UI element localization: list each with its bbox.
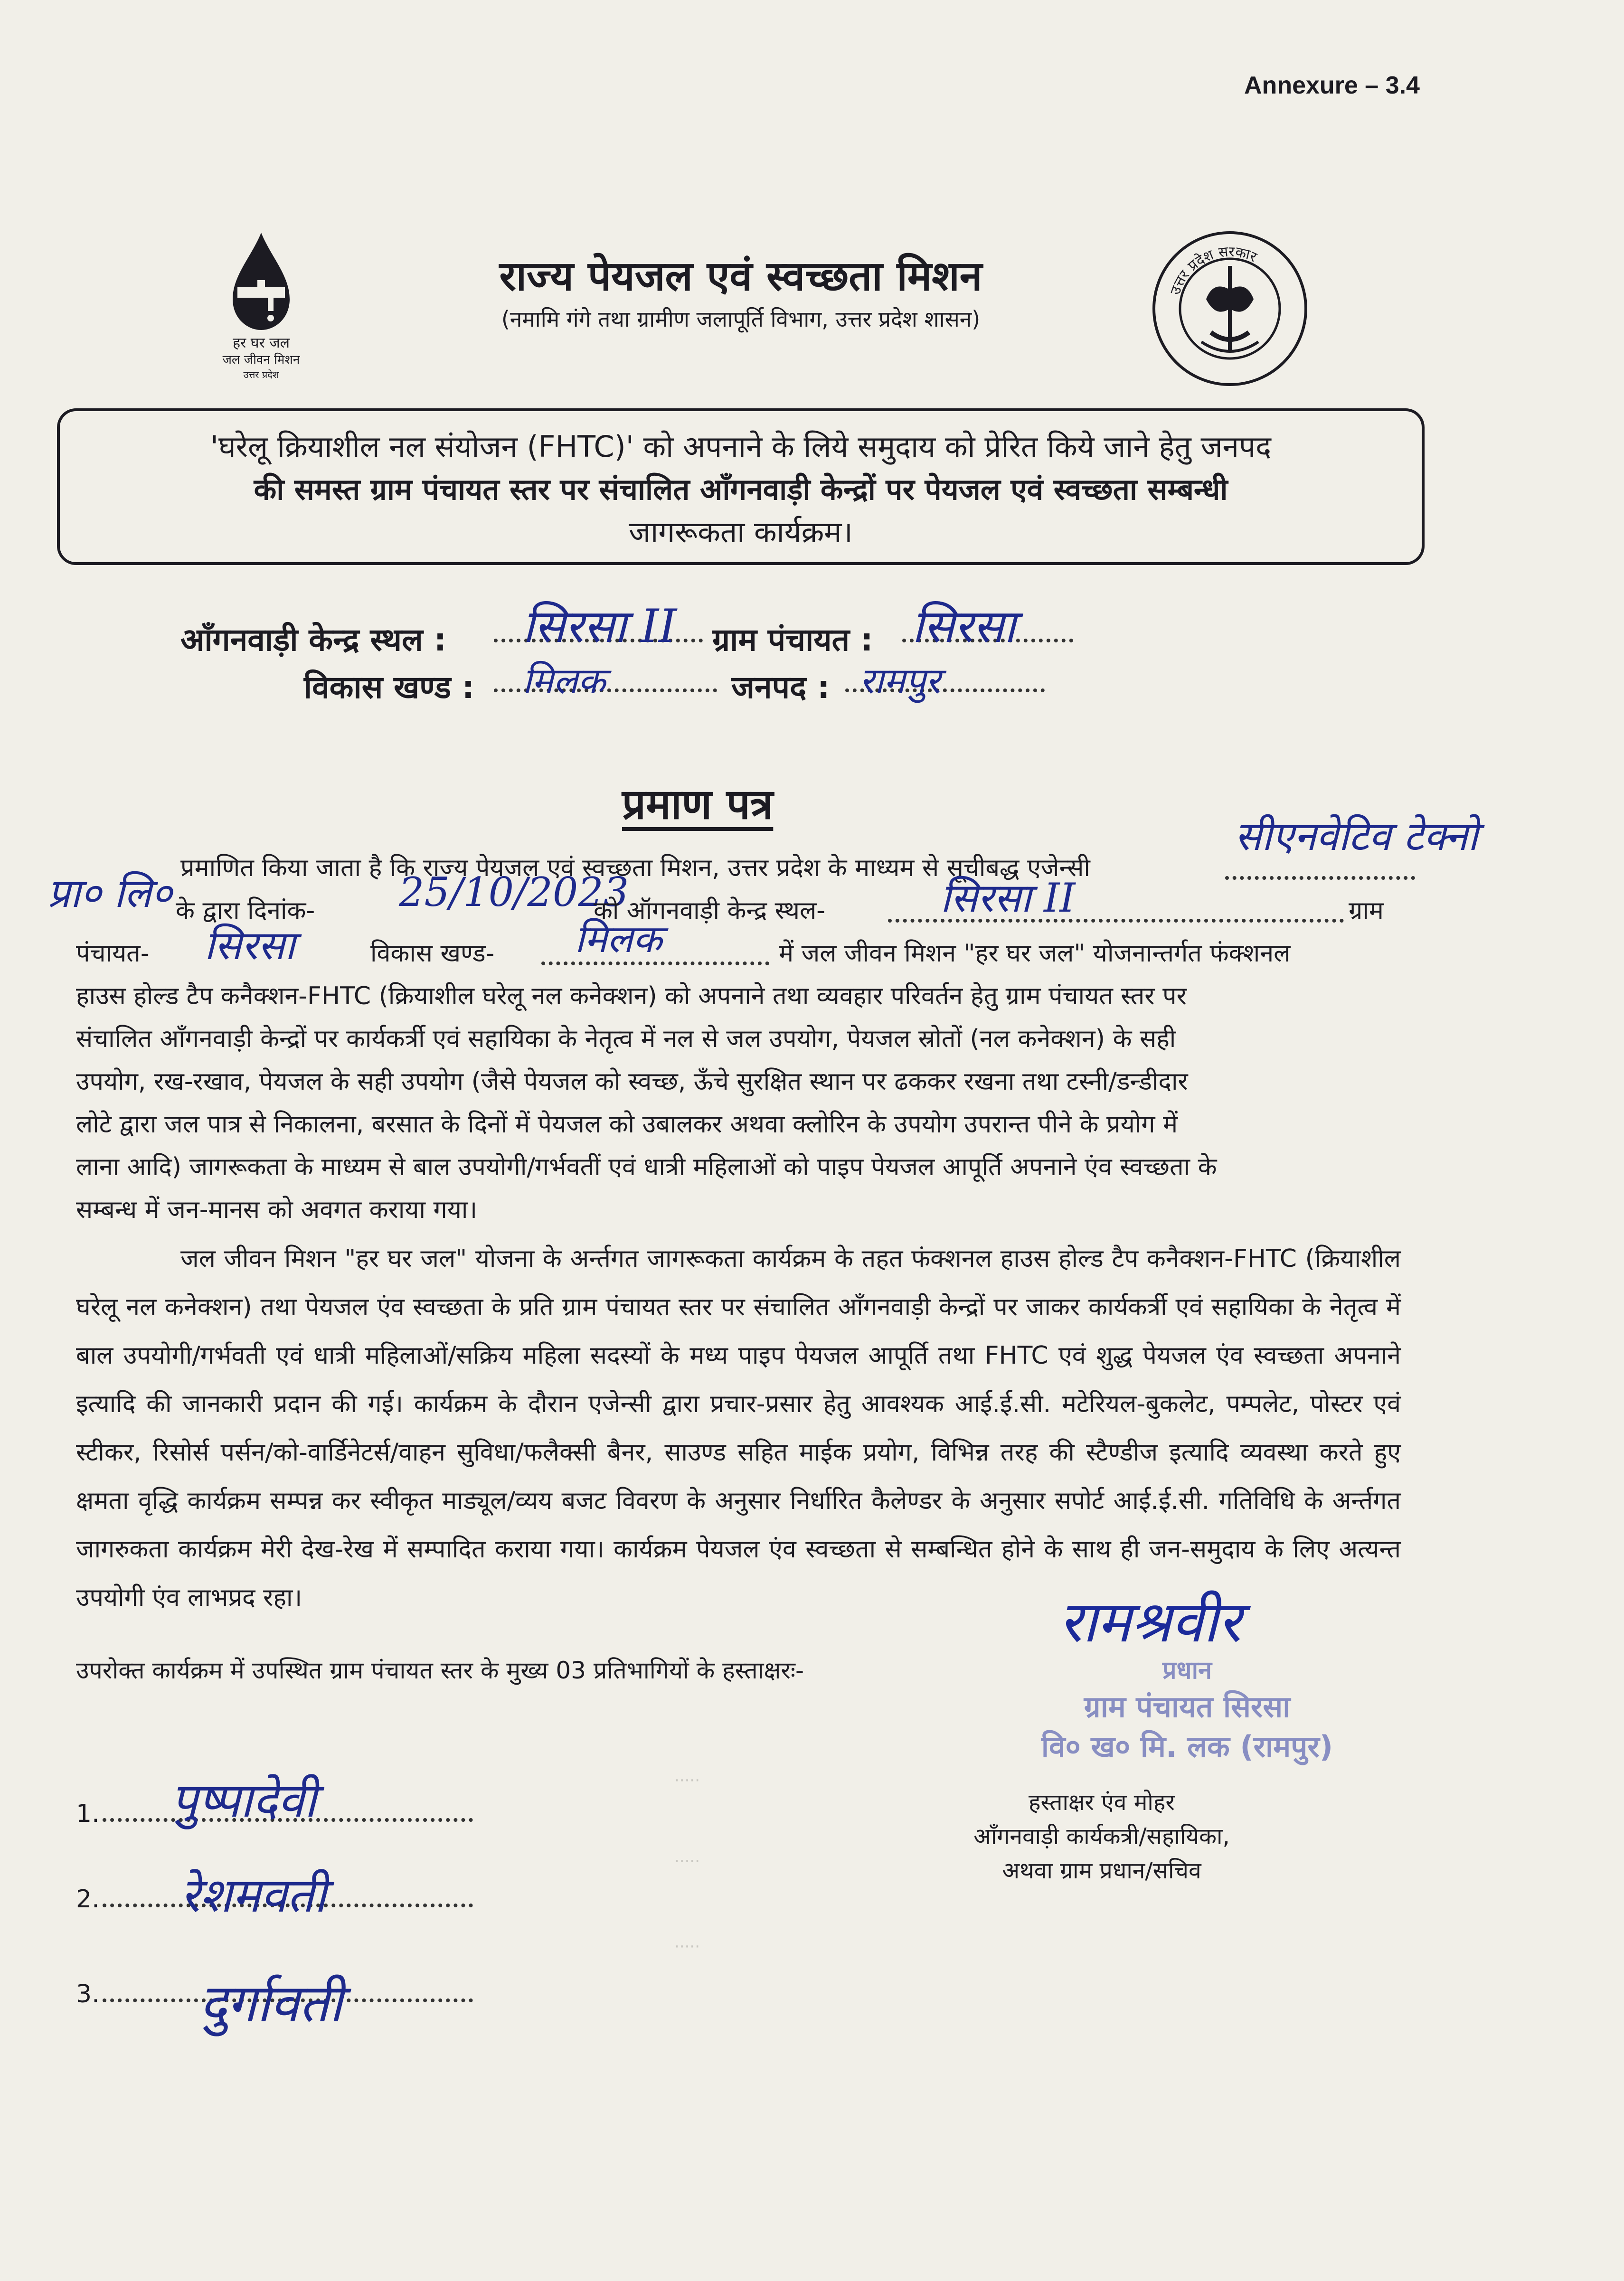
cert-line-7: लोटे द्वारा जल पात्र से निकालना, बरसात के दिनों में पेयजल को उबालकर अथवा क्लोरिन के उपयोग उपरान्त पीने के प्रयोग में (76, 1110, 1178, 1139)
panchayat-value: सिरसा (912, 600, 1016, 653)
official-stamp (973, 1652, 1401, 1766)
panchayat-field-label: ग्राम पंचायत : (712, 622, 873, 658)
cert-line-4: हाउस होल्ड टैप कनैक्शन-FHTC (क्रियाशील घरेलू नल कनेक्शन) को अपनाने तथा व्यवहार परिवर्तन हेतु ग्राम पंचायत स्तर पर (76, 982, 1187, 1010)
participant-number-1: 1. (76, 1800, 100, 1828)
district-value: रामपुर (859, 660, 941, 702)
stamp-line-3: वि० ख० मि. लक (रामपुर) (1041, 1729, 1333, 1764)
mission-subtitle: (नमामि गंगे तथा ग्रामीण जलापूर्ति विभाग, उत्तर प्रदेश शासन) (501, 306, 981, 332)
certificate-paragraph-2: जल जीवन मिशन "हर घर जल" योजना के अर्न्तगत जागरूकता कार्यक्रम के तहत फंक्शनल हाउस होल्ड टैप कनैक्शन-FHTC (क्रियाशील घरेलू नल कनेक्शन) तथा पेयजल एंव स्वच्छता के प्रति ग्राम पंचायत स्तर पर संचालित आँगनवाड़ी केन्द्रों पर जाकर कार्यकर्त्री एवं सहायिका के नेतृत्व में बाल उपयोगी/गर्भवती एवं धात्री महिलाओं/सक्रिय महिला सदस्यों के मध्य पाइप पेयजल आपूर्ति तथा FHTC एवं शुद्ध पेयजल एंव स्वच्छता अपनाने इत्यादि की जानकारी प्रदान की गई। कार्यक्रम के दौरान एजेन्सी द्वारा प्रचार-प्रसार हेतु आवश्यक आई.ई.सी. मटेरियल-बुकलेट, पम्पलेट, पोस्टर एवं स्टीकर, रिसोर्स पर्सन/को-वार्डिनेटर्स/वाहन सुविधा/फलैक्सी बैनर, साउण्ड सहित माईक प्रयोग, विभिन्न तरह की स्टैण्डीज इत्यादि व्यवस्था करते हुए क्षमता वृद्धि कार्यक्रम सम्पन्न कर स्वीकृत माड्यूल/व्यय बजट विवरण के अनुसार निर्धारित कैलेण्डर के अनुसार सपोर्ट आई.ई.सी. गतिविधि के अर्न्तगत जागरुकता कार्यक्रम मेरी देख-रेख में सम्पादित कराया गया। कार्यक्रम पेयजल एंव स्वच्छता से सम्बन्धित होने के साथ ही जन-समुदाय के लिए अत्यन्त उपयोगी एंव लाभप्रद रहा। (76, 1244, 1401, 1612)
logo-text-3: उत्तर प्रदेश (243, 369, 279, 380)
mission-title: राज्य पेयजल एवं स्वच्छता मिशन (499, 253, 982, 300)
agency-handwritten: सीएनवेटिव टेक्नो (1235, 813, 1478, 859)
stamp-line-2: ग्राम पंचायत सिरसा (1084, 1689, 1291, 1724)
cert-line-2b: को ऑगनवाड़ी केन्द्र स्थल- (594, 896, 826, 925)
cert-line-1: प्रमाणित किया जाता है कि राज्य पेयजल एवं स्वच्छता मिशन, उत्तर प्रदेश के माध्यम से सूचीबद्ध एजेन्सी (180, 854, 1090, 882)
cert-line-3c: में जल जीवन मिशन "हर घर जल" योजनान्तर्गत फंक्शनल (779, 939, 1291, 968)
signatory-block (931, 1785, 1273, 1888)
district-field-label: जनपद : (731, 669, 830, 706)
annexure-label: Annexure – 3.4 (1244, 72, 1420, 99)
programme-line-3: जागरूकता कार्यक्रम। (629, 514, 853, 549)
centre-value: सिरसा II (522, 600, 677, 653)
centre-field-label: आँगनवाड़ी केन्द्र स्थल : (180, 622, 447, 658)
programme-line-2: की समस्त ग्राम पंचायत स्तर पर संचालित आँगनवाड़ी केन्द्रों पर पेयजल एवं स्वच्छता सम्बन्धी (254, 471, 1228, 507)
participant-signature-3: दुर्गावती (199, 1973, 343, 2034)
signatory-line-3: अथवा ग्राम प्रधान/सचिव (1002, 1857, 1201, 1884)
cert-line-3a: पंचायत- (76, 939, 150, 968)
panchayat-handwritten: सिरसा (204, 922, 295, 969)
cert-line-5: संचालित आँगनवाड़ी केन्द्रों पर कार्यकर्त्री एवं सहायिका के नेतृत्व में नल से जल उपयोग, पेयजल स्रोतों (नल कनेक्शन) के सही (76, 1025, 1176, 1053)
participant-number-2: 2. (76, 1885, 100, 1913)
block-field-label: विकास खण्ड : (304, 669, 475, 706)
centre-handwritten: सिरसा II (940, 875, 1076, 921)
participant-signature-1: पुष्पादेवी (171, 1772, 317, 1828)
water-drop-tap-icon (180, 223, 342, 385)
logo-text-1: हर घर जल (233, 335, 290, 351)
cert-line-9: सम्बन्ध में जन-मानस को अवगत कराया गया। (76, 1196, 478, 1224)
logo-text-2: जल जीवन मिशन (222, 353, 300, 367)
cert-line-6: उपयोग, रख-रखाव, पेयजल के सही उपयोग (जैसे पेयजल को स्वच्छ, ऊँचे सुरक्षित स्थान पर ढककर रखना तथा टस्नी/डन्डीदार (76, 1067, 1188, 1096)
participant-number-3: 3. (76, 1980, 100, 2008)
participant-signature-2: रेशमवती (180, 1867, 327, 1923)
participants-intro: उपरोक्त कार्यक्रम में उपस्थित ग्राम पंचायत स्तर के मुख्य 03 प्रतिभागियों के हस्ताक्षरः- (76, 1657, 804, 1684)
block-value: मिलक (522, 660, 606, 702)
pradhan-signature: रामश्रवीर (1059, 1589, 1241, 1655)
programme-box (57, 408, 1425, 565)
programme-line-1: 'घरेलू क्रियाशील नल संयोजन (FHTC)' को अपनाने के लिये समुदाय को प्रेरित किये जाने हेतु जनपद (210, 429, 1272, 464)
cert-line-3b: विकास खण्ड- (370, 939, 495, 968)
agency-handwritten-2: प्रा० लि० (47, 870, 172, 916)
cert-line-2c: ग्राम (1349, 896, 1384, 925)
certificate-title: प्रमाण पत्र (622, 780, 774, 829)
block-handwritten: मिलक (575, 917, 662, 961)
signatory-line-1: हस्ताक्षर एंव मोहर (1028, 1789, 1175, 1816)
date-handwritten: 25/10/2023 (399, 869, 629, 915)
cert-line-2a: के द्वारा दिनांक- (176, 896, 315, 925)
emblem-text: उत्तर प्रदेश सरकार (1167, 243, 1259, 297)
cert-line-8: लाना आदि) जागरूकता के माध्यम से बाल उपयोगी/गर्भवतीं एवं धात्री महिलाओं को पाइप पेयजल आपूर्ति अपनाने एंव स्वच्छता के (76, 1153, 1217, 1181)
up-government-emblem-icon (1149, 228, 1311, 389)
stamp-line-1: प्रधान (1162, 1656, 1212, 1685)
signatory-line-2: आँगनवाड़ी कार्यकत्री/सहायिका, (973, 1823, 1230, 1850)
